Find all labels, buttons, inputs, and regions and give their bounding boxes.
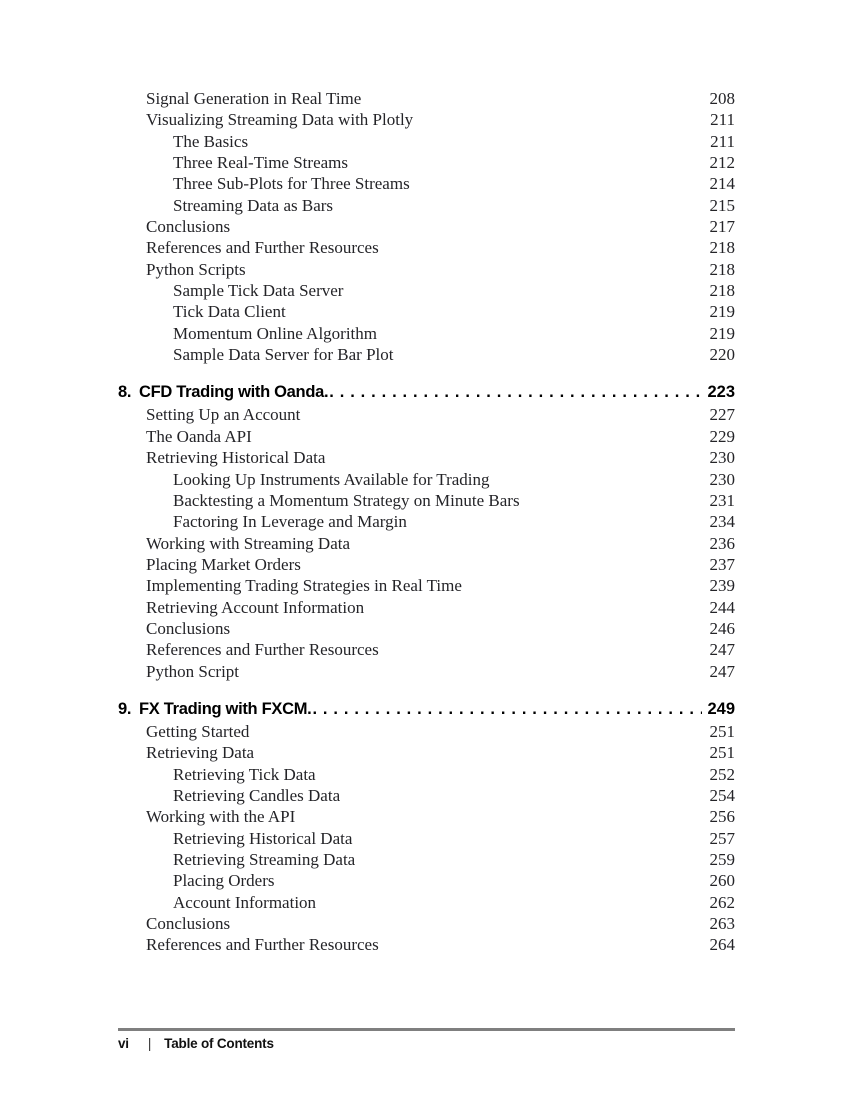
toc-entry bbox=[118, 195, 735, 216]
toc-entry bbox=[118, 88, 735, 109]
entry-label: Visualizing Streaming Data with Plotly bbox=[146, 110, 414, 130]
entry-label: Retrieving Streaming Data bbox=[173, 850, 356, 869]
toc-entry bbox=[118, 237, 735, 258]
toc-entry bbox=[118, 301, 735, 322]
dot-leader bbox=[329, 381, 702, 404]
entry-page-number: 208 bbox=[709, 89, 735, 108]
footer bbox=[118, 1036, 274, 1051]
entry-page-number: 231 bbox=[709, 490, 735, 510]
entry-page-number: 263 bbox=[709, 914, 735, 934]
entry-label: References and Further Resources bbox=[146, 640, 379, 660]
toc-entry bbox=[118, 511, 735, 532]
entry-page-number: 237 bbox=[709, 554, 735, 574]
entry-page-number: 251 bbox=[709, 721, 735, 741]
toc-entry bbox=[118, 721, 735, 742]
entry-page-number: 214 bbox=[709, 174, 735, 194]
toc-entry bbox=[118, 597, 735, 618]
entry-page-number: 219 bbox=[709, 302, 735, 322]
toc-section bbox=[118, 381, 735, 681]
toc-entry bbox=[118, 173, 735, 194]
entry-page-number: 251 bbox=[709, 743, 735, 763]
toc-entry bbox=[118, 426, 735, 447]
entry-page-number: 252 bbox=[709, 764, 735, 784]
footer-rule bbox=[118, 1028, 735, 1031]
entry-label: Implementing Trading Strategies in Real Time bbox=[146, 576, 462, 596]
toc-entry bbox=[118, 447, 735, 468]
entry-label: Tick Data Client bbox=[173, 302, 286, 322]
toc-entry bbox=[118, 554, 735, 575]
chapter-title: FX Trading with FXCM. bbox=[139, 699, 312, 718]
toc-entry bbox=[118, 216, 735, 237]
toc-entry bbox=[118, 575, 735, 596]
entry-page-number: 220 bbox=[709, 345, 735, 365]
toc-entry bbox=[118, 870, 735, 891]
footer-separator: | bbox=[147, 1036, 152, 1051]
entry-page-number: 259 bbox=[709, 850, 735, 869]
footer-page-label: vi bbox=[118, 1036, 129, 1051]
toc bbox=[118, 88, 735, 956]
entry-page-number: 260 bbox=[709, 871, 735, 891]
entry-label: Conclusions bbox=[146, 217, 231, 237]
toc-entry bbox=[118, 152, 735, 173]
toc-entry bbox=[118, 259, 735, 280]
toc-entry bbox=[118, 323, 735, 344]
entry-label: The Basics bbox=[173, 131, 249, 151]
chapter-title: CFD Trading with Oanda. bbox=[139, 383, 329, 402]
toc-entry bbox=[118, 785, 735, 806]
entry-label: Sample Data Server for Bar Plot bbox=[173, 345, 394, 365]
entry-label: Placing Orders bbox=[173, 871, 275, 891]
entry-page-number: 239 bbox=[709, 576, 735, 596]
toc-entry bbox=[118, 892, 735, 913]
toc-entry bbox=[118, 742, 735, 763]
chapter-page-number: 249 bbox=[707, 699, 735, 718]
entry-label: Retrieving Candles Data bbox=[173, 785, 341, 805]
entry-label: Momentum Online Algorithm bbox=[173, 323, 377, 343]
chapter-heading bbox=[118, 698, 735, 721]
toc-entry bbox=[118, 533, 735, 554]
footer-title: Table of Contents bbox=[164, 1036, 274, 1051]
entry-label: Looking Up Instruments Available for Trading bbox=[173, 469, 490, 489]
entry-page-number: 211 bbox=[710, 131, 735, 151]
toc-entry bbox=[118, 639, 735, 660]
toc-entry bbox=[118, 109, 735, 130]
chapter-heading bbox=[118, 381, 735, 404]
toc-entry bbox=[118, 344, 735, 365]
entry-label: Python Scripts bbox=[146, 259, 246, 279]
entry-label: Retrieving Tick Data bbox=[173, 764, 316, 784]
entry-label: Conclusions bbox=[146, 618, 231, 638]
entry-label: Account Information bbox=[173, 892, 317, 912]
toc-entry bbox=[118, 806, 735, 827]
entry-page-number: 247 bbox=[709, 661, 735, 681]
entry-label: The Oanda API bbox=[146, 426, 252, 446]
toc-entry bbox=[118, 469, 735, 490]
entry-label: Getting Started bbox=[146, 721, 250, 741]
chapter-number: 8. bbox=[118, 383, 132, 402]
entry-label: Working with the API bbox=[146, 807, 296, 827]
entry-page-number: 212 bbox=[709, 153, 735, 173]
entry-page-number: 218 bbox=[709, 259, 735, 279]
toc-entry bbox=[118, 618, 735, 639]
chapter-page-number: 223 bbox=[707, 383, 735, 402]
entry-page-number: 246 bbox=[709, 618, 735, 638]
toc-entry bbox=[118, 404, 735, 425]
toc-section bbox=[118, 698, 735, 956]
toc-entry bbox=[118, 280, 735, 301]
entry-label: Retrieving Account Information bbox=[146, 597, 365, 617]
entry-page-number: 257 bbox=[709, 828, 735, 848]
entry-label: Retrieving Data bbox=[146, 743, 255, 763]
entry-page-number: 230 bbox=[709, 469, 735, 489]
entry-label: Setting Up an Account bbox=[146, 405, 301, 425]
entry-page-number: 256 bbox=[709, 807, 735, 827]
toc-entry bbox=[118, 828, 735, 849]
entry-page-number: 247 bbox=[709, 640, 735, 660]
entry-page-number: 215 bbox=[709, 195, 735, 215]
toc-entry bbox=[118, 934, 735, 955]
entry-label: Working with Streaming Data bbox=[146, 533, 351, 553]
entry-label: Conclusions bbox=[146, 914, 231, 934]
entry-page-number: 230 bbox=[709, 448, 735, 468]
entry-page-number: 217 bbox=[709, 217, 735, 237]
entry-page-number: 229 bbox=[709, 426, 735, 446]
entry-label: Three Sub-Plots for Three Streams bbox=[173, 174, 410, 194]
entry-label: Signal Generation in Real Time bbox=[146, 89, 362, 108]
entry-page-number: 234 bbox=[709, 512, 735, 532]
entry-page-number: 218 bbox=[709, 238, 735, 258]
toc-entry bbox=[118, 131, 735, 152]
entry-label: Placing Market Orders bbox=[146, 554, 301, 574]
entry-page-number: 211 bbox=[710, 110, 735, 130]
entry-page-number: 262 bbox=[709, 892, 735, 912]
entry-label: Python Script bbox=[146, 661, 240, 681]
toc-entry bbox=[118, 913, 735, 934]
entry-label: Retrieving Historical Data bbox=[146, 448, 326, 468]
entry-page-number: 264 bbox=[709, 935, 735, 955]
chapter-number: 9. bbox=[118, 699, 132, 718]
dot-leader bbox=[312, 698, 702, 721]
entry-page-number: 227 bbox=[709, 405, 735, 425]
entry-label: Retrieving Historical Data bbox=[173, 828, 353, 848]
entry-page-number: 244 bbox=[709, 597, 735, 617]
entry-page-number: 218 bbox=[709, 281, 735, 301]
toc-entry bbox=[118, 490, 735, 511]
toc-section bbox=[118, 88, 735, 365]
toc-entry bbox=[118, 764, 735, 785]
entry-label: Factoring In Leverage and Margin bbox=[173, 512, 407, 532]
entry-label: Backtesting a Momentum Strategy on Minute Bars bbox=[173, 490, 520, 510]
entry-label: References and Further Resources bbox=[146, 238, 379, 258]
entry-label: References and Further Resources bbox=[146, 935, 379, 955]
toc-entry bbox=[118, 849, 735, 870]
entry-page-number: 254 bbox=[709, 785, 735, 805]
entry-page-number: 219 bbox=[709, 323, 735, 343]
toc-entry bbox=[118, 661, 735, 682]
entry-label: Three Real-Time Streams bbox=[173, 153, 348, 173]
entry-label: Sample Tick Data Server bbox=[173, 281, 344, 301]
entry-label: Streaming Data as Bars bbox=[173, 195, 334, 215]
entry-page-number: 236 bbox=[709, 533, 735, 553]
